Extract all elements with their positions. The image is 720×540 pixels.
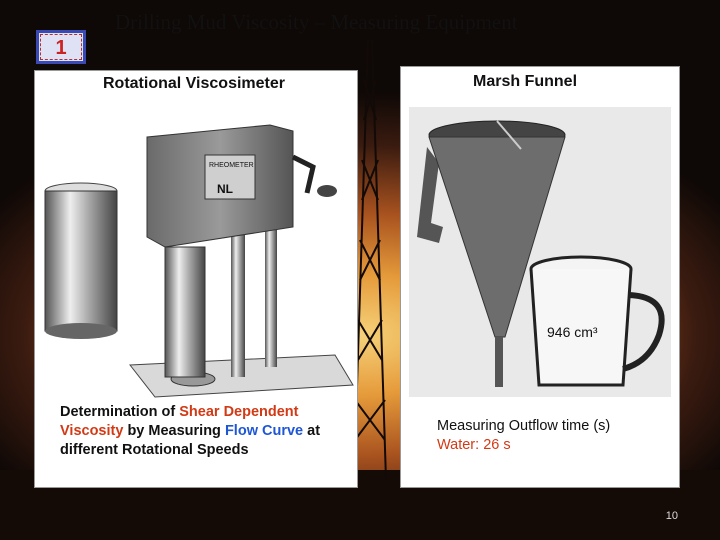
caption-text: Determination of [60,404,180,420]
viscosimeter-caption [60,403,320,460]
slide-badge [36,30,86,64]
badge-number: 1 [40,34,82,60]
caption-text: by Measuring [123,423,225,439]
viscosimeter-image [35,97,357,417]
page-number: 10 [665,510,678,522]
panel-title: Marsh Funnel [473,73,578,90]
rotational-viscosimeter-panel [34,70,358,488]
marsh-funnel-caption [437,417,610,455]
caption-highlight-blue: Flow Curve [224,423,304,439]
device-label: RHEOMETER [209,162,254,169]
caption-text: Measuring Outflow time (s) [437,418,611,434]
caption-text: different Rotational Speeds [60,442,249,458]
marsh-funnel-panel [400,66,680,488]
caption-text: at [303,423,321,439]
marsh-funnel-image [409,107,671,397]
panel-title: Rotational Viscosimeter [103,75,285,92]
caption-highlight: Water: 26 s [437,437,511,453]
cup-volume-label: 946 cm³ [547,324,598,340]
slide-title: Drilling Mud Viscosity – Measuring Equipment [115,10,518,34]
device-brand: NL [217,182,233,196]
caption-highlight: Shear Dependent [179,404,299,420]
caption-highlight: Viscosity [60,423,124,439]
